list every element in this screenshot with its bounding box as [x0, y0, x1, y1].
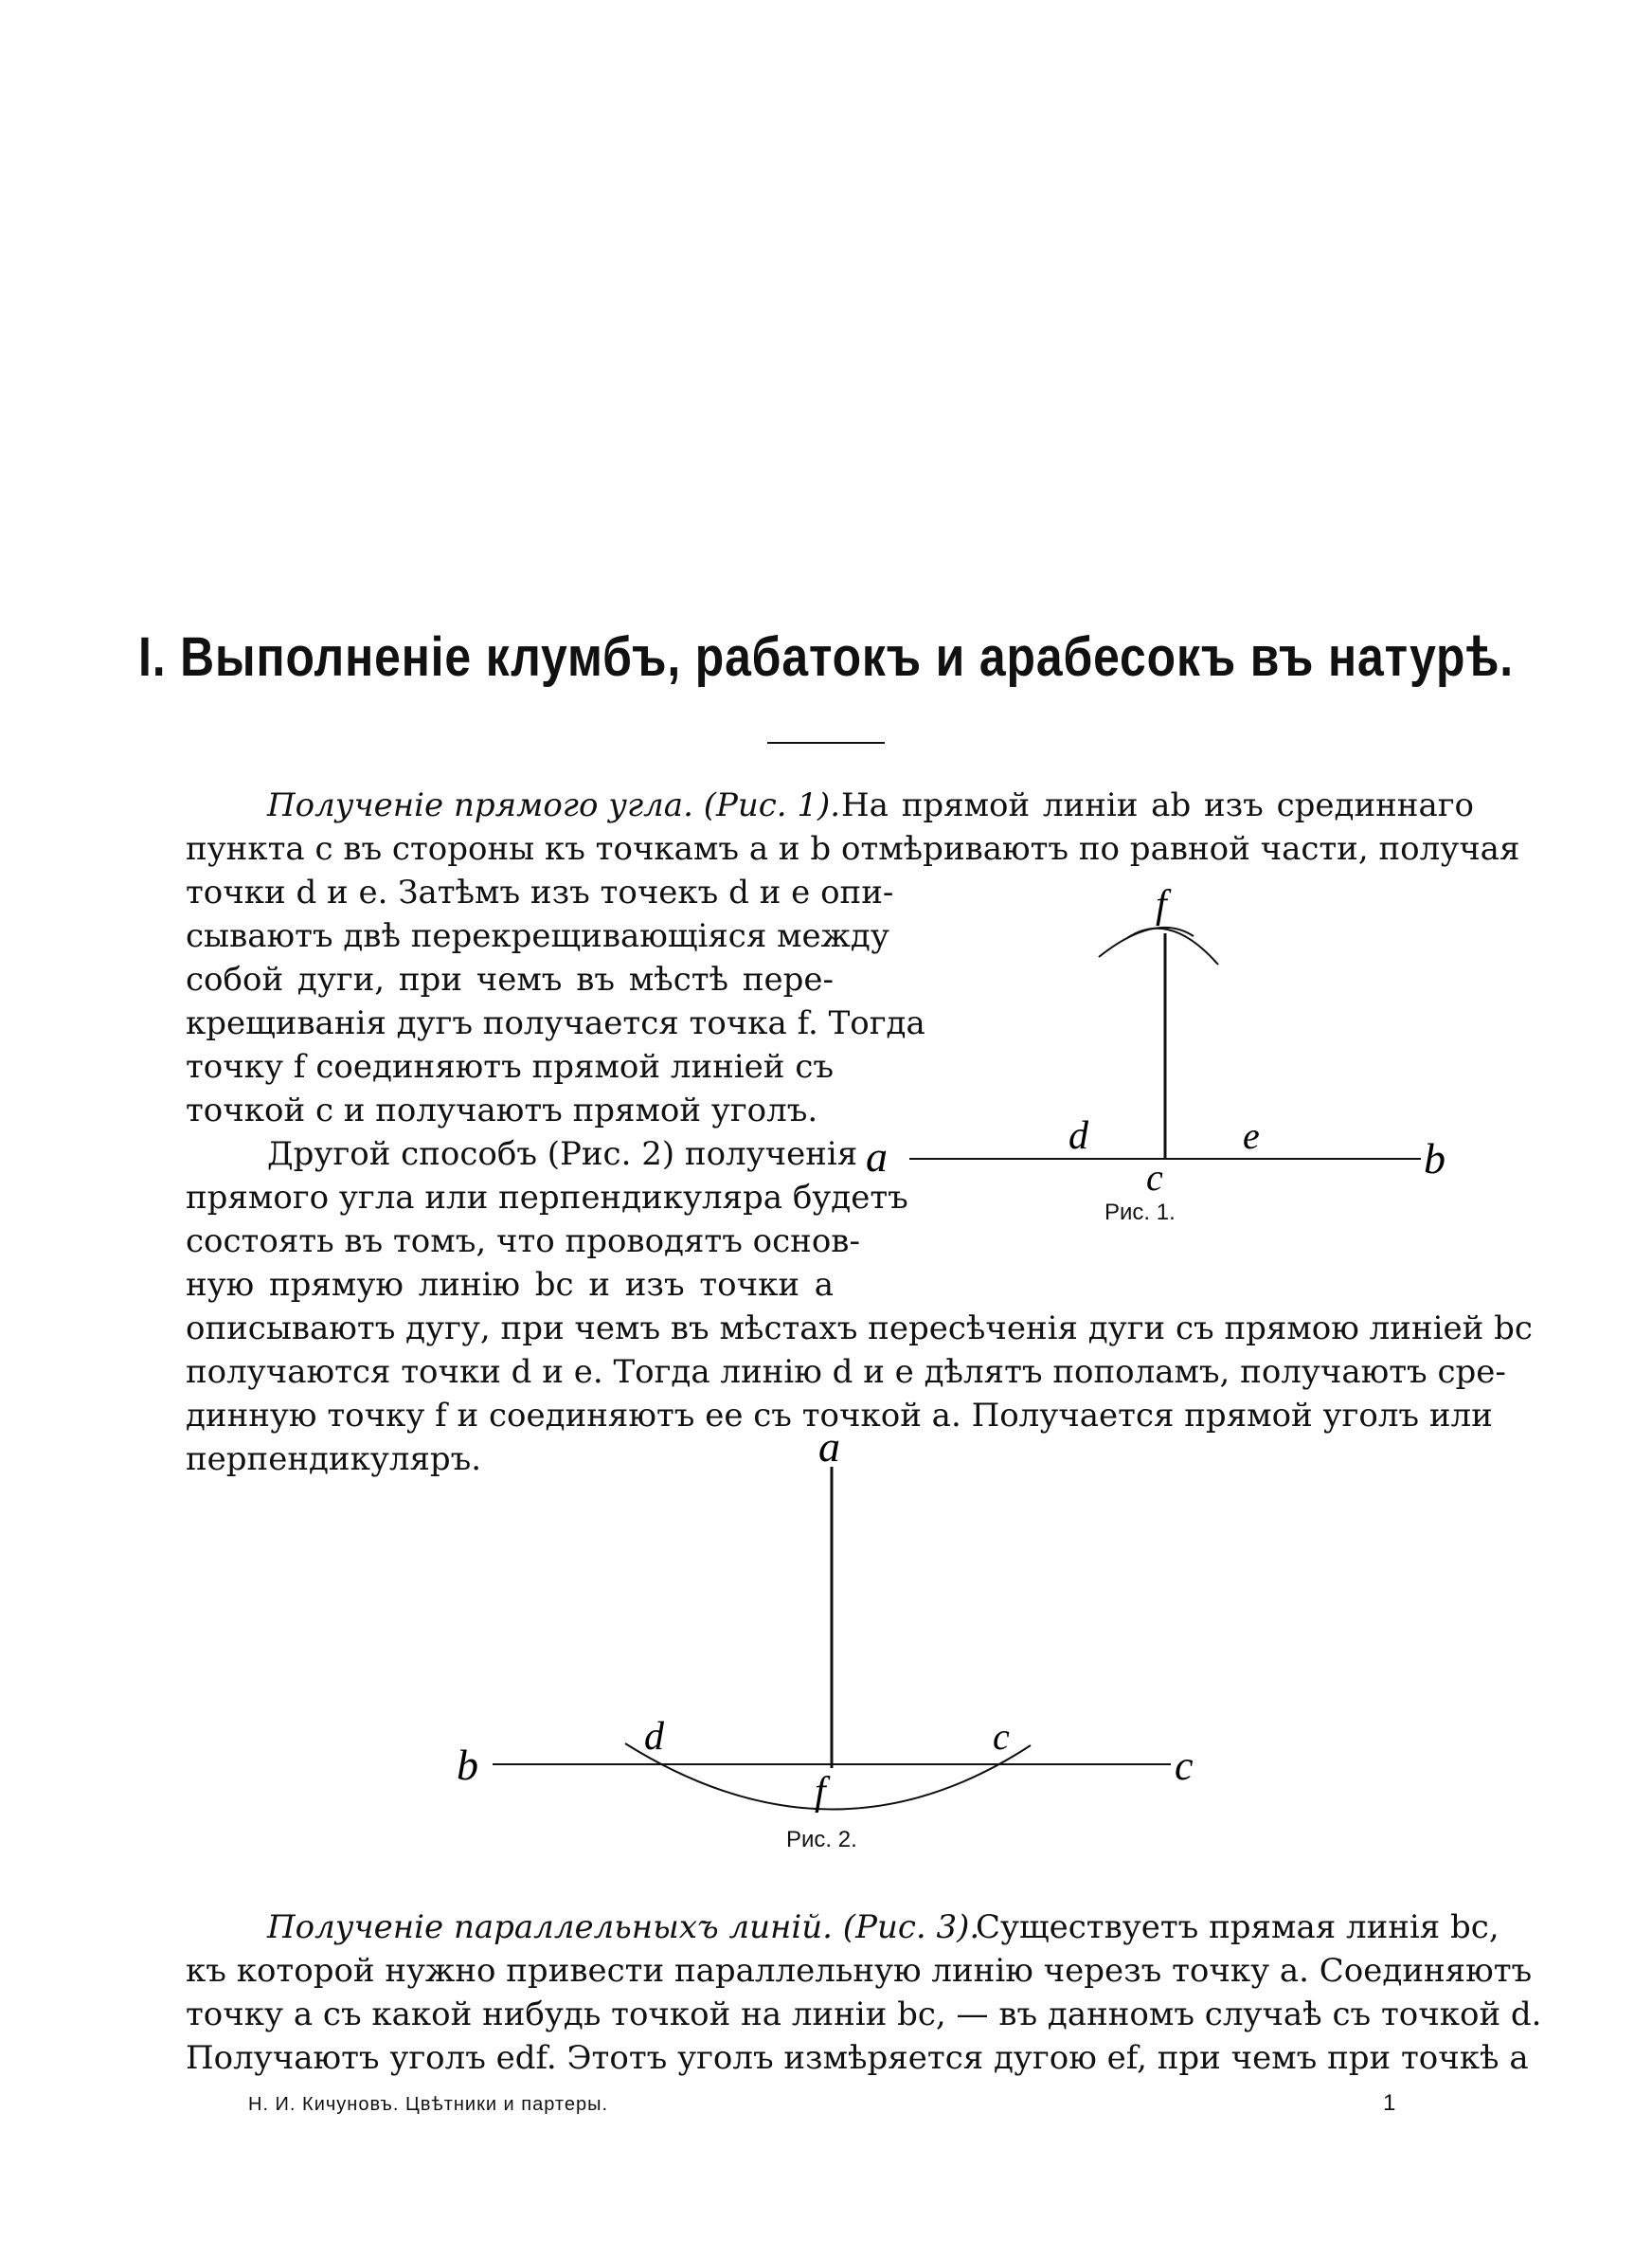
fig2-caption: Рис. 2. [786, 1827, 857, 1852]
para2-line: ную прямую линію bc и изъ точки a [186, 1266, 834, 1304]
para1-line: На прямой линіи ab изъ срединнаго [841, 786, 1474, 824]
para1-line: сываютъ двѣ перекрещивающіяся между [186, 917, 889, 955]
fig1-label-f: f [1156, 883, 1167, 927]
para1-line: точкой c и получаютъ прямой уголъ. [186, 1092, 818, 1129]
para2-line: перпендикуляръ. [186, 1440, 482, 1478]
para2-line: Другой способъ (Рис. 2) полученія [267, 1135, 858, 1173]
para3-line: Получаютъ уголъ edf. Этотъ уголъ измѣряется дугою ef, при чемъ при точкѣ a [186, 2039, 1529, 2077]
para2-line: динную точку f и соединяютъ ее съ точкой a. Получается прямой уголъ или [186, 1397, 1493, 1435]
fig2-arc [625, 1743, 1031, 1810]
para2-line: описываютъ дугу, при чемъ въ мѣстахъ пересѣченія дуги съ прямою линіей bc [186, 1309, 1533, 1347]
fig1-label-e: e [1243, 1114, 1260, 1157]
fig2-label-a: a [818, 1422, 840, 1471]
figure-2-diagram [436, 1421, 1250, 1838]
fig1-label-c: c [1146, 1156, 1163, 1199]
fig1-arc-from-d [1127, 929, 1218, 965]
fig1-label-d: d [1068, 1114, 1088, 1158]
para1-line: собой дуги, при чемъ въ мѣстѣ пере- [186, 961, 834, 999]
para3-line: къ которой нужно привести параллельную линію черезъ точку a. Соединяютъ [186, 1952, 1533, 1990]
fig2-label-d: d [644, 1715, 664, 1759]
fig1-arc-from-e [1099, 928, 1194, 957]
para1-line: точки d и e. Затѣмъ изъ точекъ d и e опи- [186, 874, 894, 912]
fig1-label-b: b [1424, 1134, 1446, 1183]
para3-line: точку a съ какой нибудь точкой на линіи bc, — въ данномъ случаѣ съ точкой d. [186, 1995, 1542, 2033]
section-heading: I. Выполненіе клумбъ, рабатокъ и арабесокъ въ натурѣ. [137, 626, 1515, 688]
fig2-label-e: c [993, 1715, 1010, 1758]
fig2-label-f: f [815, 1770, 826, 1814]
figure-1-diagram [853, 872, 1478, 1213]
para1-lead: Полученіе прямого угла. (Рис. 1). [267, 786, 841, 824]
fig2-label-c: c [1175, 1742, 1194, 1789]
para3-lead: Полученіе параллельныхъ линій. (Рис. 3). [267, 1908, 980, 1946]
para2-line: состоять въ томъ, что проводятъ основ- [186, 1222, 860, 1260]
fig1-caption: Рис. 1. [1104, 1200, 1176, 1225]
fig2-label-b: b [457, 1741, 478, 1789]
para3-line: Существуетъ прямая линія bc, [976, 1908, 1499, 1946]
para2-line: прямого угла или перпендикуляра будетъ [186, 1179, 908, 1217]
fig1-label-a: a [866, 1132, 888, 1181]
para1-line: крещиванія дугъ получается точка f. Тогда [186, 1004, 925, 1042]
heading-divider [767, 742, 885, 744]
para1-line: точку f соединяютъ прямой линіей съ [186, 1048, 834, 1086]
para1-line: пункта c въ стороны къ точкамъ a и b отмѣриваютъ по равной части, получая [186, 830, 1520, 868]
para2-line: получаются точки d и e. Тогда линію d и e дѣлятъ пополамъ, получаютъ сре- [186, 1353, 1506, 1391]
page-number: 1 [1383, 2090, 1397, 2116]
footer-author-title: Н. И. Кичуновъ. Цвѣтники и партеры. [248, 2094, 609, 2115]
